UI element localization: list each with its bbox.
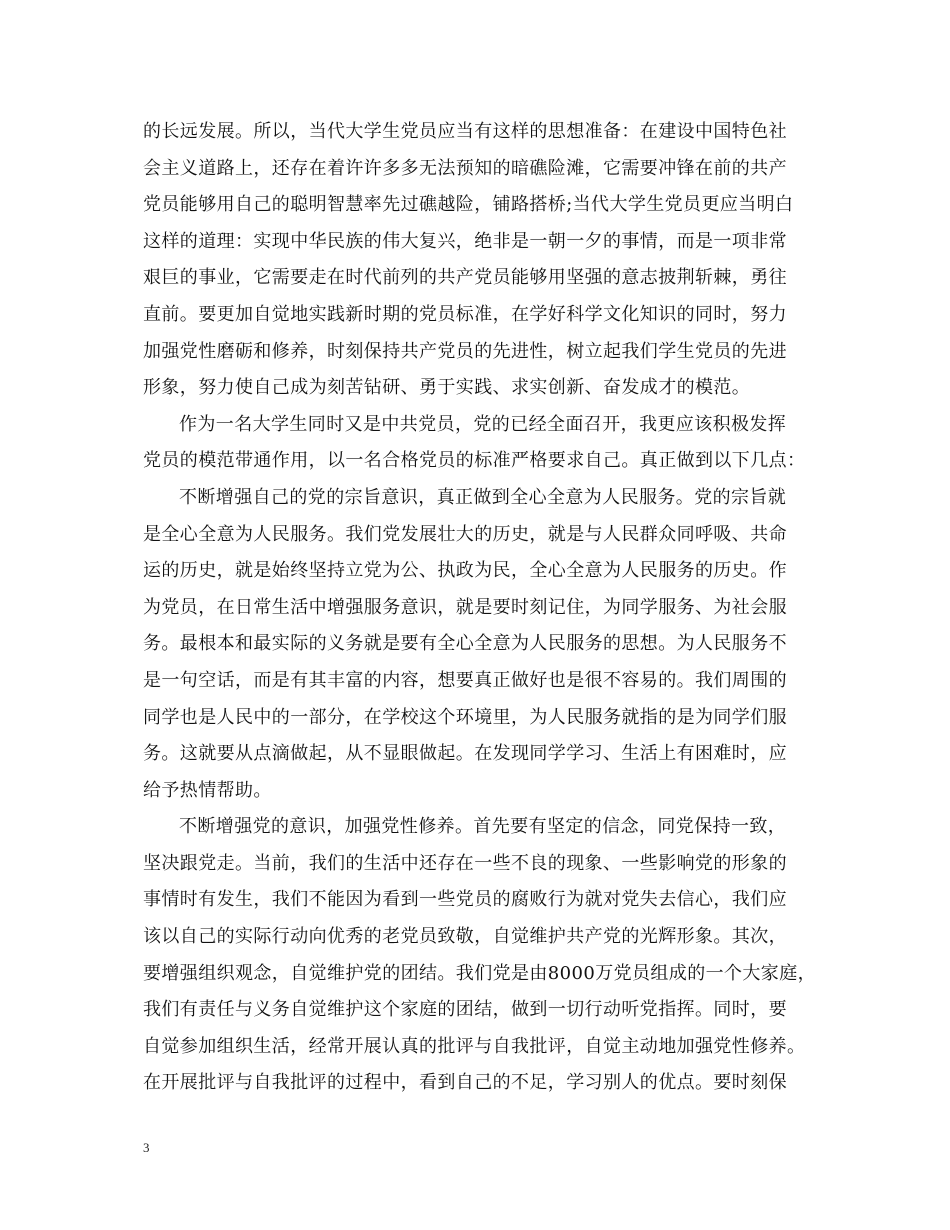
- text-line: 要增强组织观念，自觉维护党的团结。我们党是由8000万党员组成的一个大家庭，: [143, 962, 817, 984]
- text-line: 加强党性磨砺和修养，时刻保持共产党员的先进性，树立起我们学生党员的先进: [143, 340, 787, 362]
- text-line: 直前。要更加自觉地实践新时期的党员标准，在学好科学文化知识的同时，努力: [143, 303, 787, 325]
- paragraph-start-line: 作为一名大学生同时又是中共党员，党的已经全面召开，我更应该积极发挥: [179, 413, 787, 435]
- page-number: 3: [143, 1140, 150, 1155]
- text-line: 形象，努力使自己成为刻苦钻研、勇于实践、求实创新、奋发成才的模范。: [143, 377, 751, 399]
- text-line: 党员能够用自己的聪明智慧率先过礁越险，铺路搭桥;当代大学生党员更应当明白: [143, 194, 794, 216]
- text-line: 事情时有发生，我们不能因为看到一些党员的腐败行为就对党失去信心，我们应: [143, 889, 787, 911]
- paragraph-start-line: 不断增强自己的党的宗旨意识，真正做到全心全意为人民服务。党的宗旨就: [179, 486, 787, 508]
- text-line: 同学也是人民中的一部分，在学校这个环境里，为人民服务就指的是为同学们服: [143, 706, 787, 728]
- text-line: 艰巨的事业，它需要走在时代前列的共产党员能够用坚强的意志披荆斩棘，勇往: [143, 267, 787, 289]
- text-line: 是全心全意为人民服务。我们党发展壮大的历史，就是与人民群众同呼吸、共命: [143, 523, 787, 545]
- text-line: 务。最根本和最实际的义务就是要有全心全意为人民服务的思想。为人民服务不: [143, 633, 787, 655]
- text-line: 会主义道路上，还存在着许许多多无法预知的暗礁险滩，它需要冲锋在前的共产: [143, 157, 787, 179]
- text-line: 自觉参加组织生活，经常开展认真的批评与自我批评，自觉主动地加强党性修养。: [143, 1035, 806, 1057]
- body-text: [143, 114, 817, 1102]
- text-line: 运的历史，就是始终坚持立党为公、执政为民，全心全意为人民服务的历史。作: [143, 560, 787, 582]
- paragraph-start-line: 不断增强党的意识，加强党性修养。首先要有坚定的信念，同党保持一致，: [179, 816, 787, 838]
- text-line: 是一句空话，而是有其丰富的内容，想要真正做好也是很不容易的。我们周围的: [143, 669, 787, 691]
- text-line: 为党员，在日常生活中增强服务意识，就是要时刻记住，为同学服务、为社会服: [143, 596, 787, 618]
- text-line: 这样的道理：实现中华民族的伟大复兴，绝非是一朝一夕的事情，而是一项非常: [143, 230, 787, 252]
- text-line: 务。这就要从点滴做起，从不显眼做起。在发现同学学习、生活上有困难时，应: [143, 743, 787, 765]
- text-line: 给予热情帮助。: [143, 779, 272, 801]
- text-line: 党员的模范带通作用，以一名合格党员的标准严格要求自己。真正做到以下几点：: [143, 450, 806, 472]
- text-line: 坚决跟党走。当前，我们的生活中还存在一些不良的现象、一些影响党的形象的: [143, 852, 787, 874]
- text-line: 我们有责任与义务自觉维护这个家庭的团结，做到一切行动听党指挥。同时，要: [143, 999, 787, 1021]
- text-line: 在开展批评与自我批评的过程中，看到自己的不足，学习别人的优点。要时刻保: [143, 1072, 787, 1094]
- text-line: 该以自己的实际行动向优秀的老党员致敬，自觉维护共产党的光辉形象。其次，: [143, 926, 787, 948]
- text-line: 的长远发展。所以，当代大学生党员应当有这样的思想准备：在建设中国特色社: [143, 121, 787, 142]
